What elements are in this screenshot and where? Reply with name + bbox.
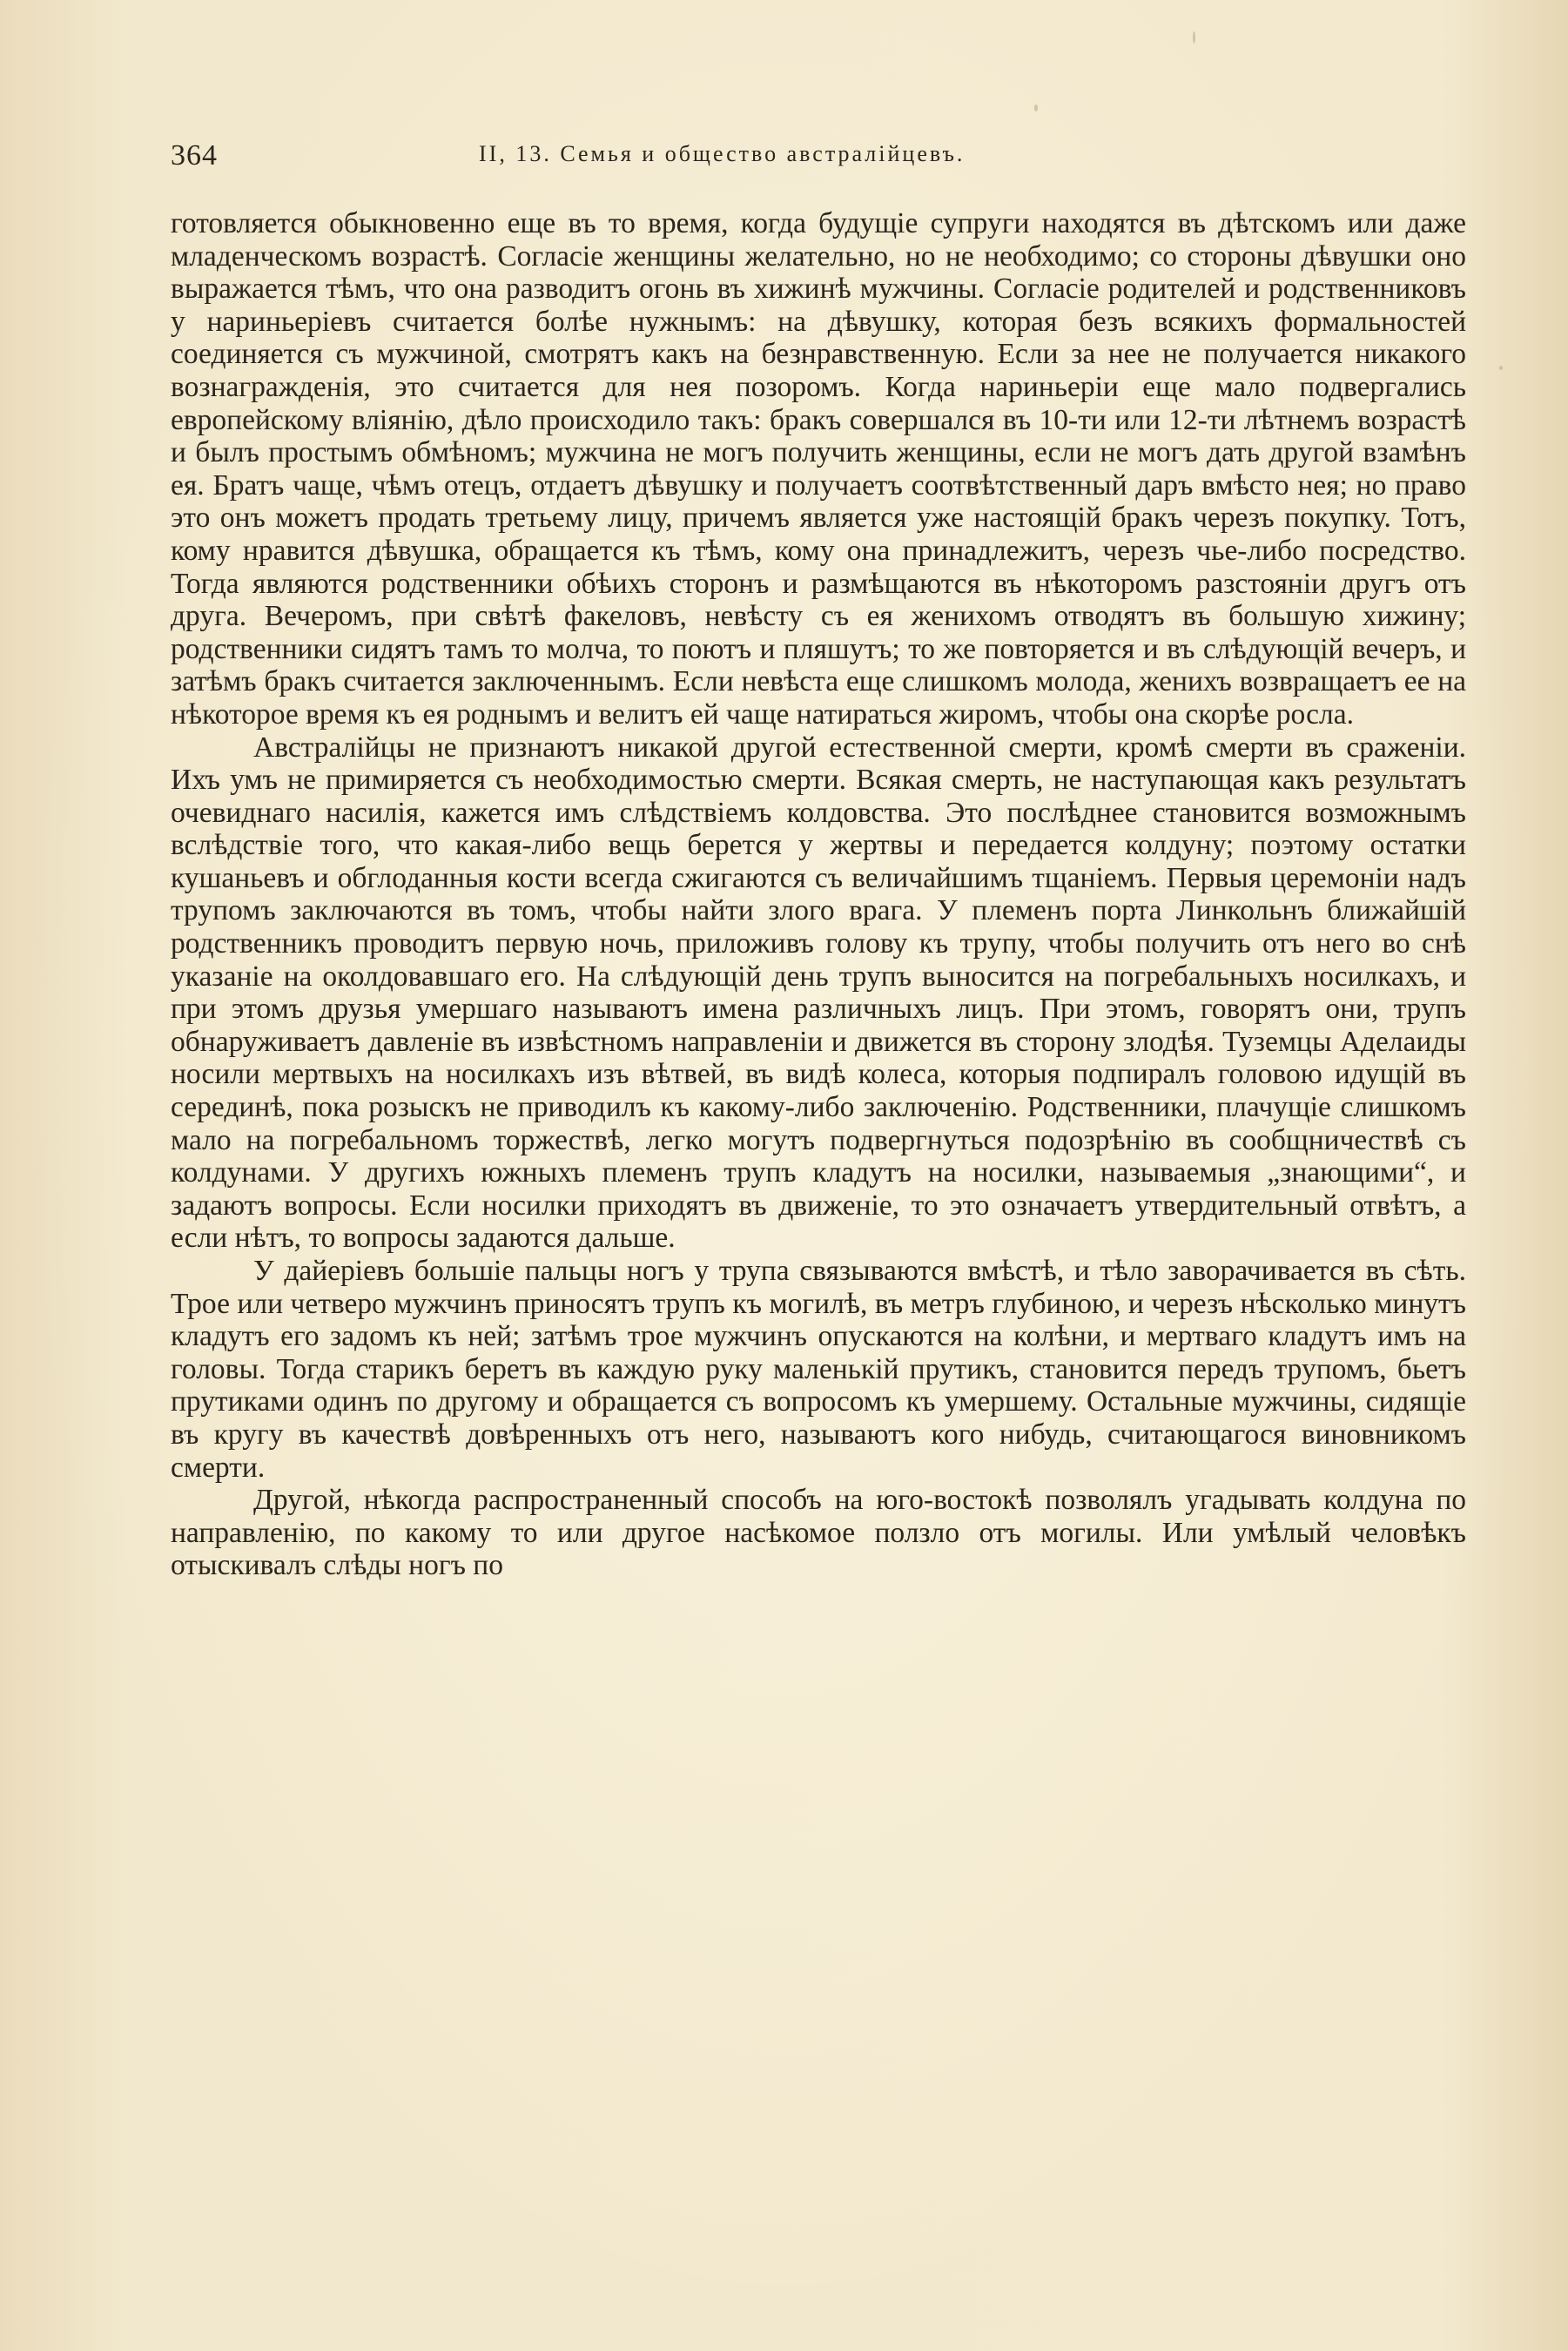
body-text <box>171 207 1466 1582</box>
paper-speck <box>1193 31 1195 44</box>
paper-speck <box>1034 104 1038 111</box>
running-title: II, 13. Семья и общество австралійцевъ. <box>479 141 966 166</box>
paragraph: Другой, нѣкогда распространенный способъ на юго-востокѣ позволялъ угадывать колдуна по направленію, по какому то или другое насѣкомое ползло отъ могилы. Или умѣлый человѣкъ отыскивалъ слѣды ногъ по <box>171 1484 1466 1582</box>
paper-speck <box>1499 366 1503 370</box>
running-head <box>171 139 1466 174</box>
paragraph: готовляется обыкновенно еще въ то время, когда будущіе супруги находятся въ дѣтскомъ или даже младенческомъ возрастѣ. Согласіе женщины желательно, но не необходимо; со стороны дѣвушки оно выражается тѣмъ, что она разводитъ огонь въ хижинѣ мужчины. Согласіе родителей и родственниковъ у нариньеріевъ считается болѣе нужнымъ: на дѣвушку, которая безъ всякихъ формальностей соединяется съ мужчиной, смотрятъ какъ на безнравственную. Если за нее не получается никакого вознагражденія, это считается для нея позоромъ. Когда нариньеріи еще мало подвергались европейскому вліянію, дѣло происходило такъ: бракъ совершался въ 10-ти или 12-ти лѣтнемъ возрастѣ и былъ простымъ обмѣномъ; мужчина не могъ получить женщины, если не могъ дать другой взамѣнъ ея. Братъ чаще, чѣмъ отецъ, отдаетъ дѣвушку и получаетъ соотвѣтственный даръ вмѣсто нея; но право это онъ можетъ продать третьему лицу, причемъ является уже настоящій бракъ черезъ покупку. Тотъ, кому нравится дѣвушка, обращается къ тѣмъ, кому она принадлежитъ, черезъ чье-либо посредство. Тогда являются родственники обѣихъ сторонъ и размѣщаются въ нѣкоторомъ разстояніи другъ отъ друга. Вечеромъ, при свѣтѣ факеловъ, невѣсту съ ея женихомъ отводятъ въ большую хижину; родственники сидятъ тамъ то молча, то поютъ и пляшутъ; то же повторяется и въ слѣдующій вечеръ, и затѣмъ бракъ считается заключеннымъ. Если невѣста еще слишкомъ молода, женихъ возвращаетъ ее на нѣкоторое время къ ея роднымъ и велитъ ей чаще натираться жиромъ, чтобы она скорѣе росла. <box>171 207 1466 731</box>
paragraph: Австралійцы не признаютъ никакой другой естественной смерти, кромѣ смерти въ сраженіи. Ихъ умъ не примиряется съ необходимостью смерти. Всякая смерть, не наступающая какъ результатъ очевиднаго насилія, кажется имъ слѣдствіемъ колдовства. Это послѣднее становится возможнымъ вслѣдствіе того, что какая-либо вещь берется у жертвы и передается колдуну; поэтому остатки кушаньевъ и обглоданныя кости всегда сжигаются съ величайшимъ тщаніемъ. Первыя церемоніи надъ трупомъ заключаются въ томъ, чтобы найти злого врага. У племенъ порта Линкольнъ ближайшій родственникъ проводитъ первую ночь, приложивъ голову къ трупу, чтобы получить отъ него во снѣ указаніе на околдовавшаго его. На слѣдующій день трупъ выносится на погребальныхъ носилкахъ, и при этомъ друзья умершаго называютъ имена различныхъ лицъ. При этомъ, говорятъ они, трупъ обнаруживаетъ давленіе въ извѣстномъ направленіи и движется въ сторону злодѣя. Туземцы Аделаиды носили мертвыхъ на носилкахъ изъ вѣтвей, въ видѣ колеса, которыя подпиралъ головою идущій въ серединѣ, пока розыскъ не приводилъ къ какому-либо заключенію. Родственники, плачущіе слишкомъ мало на погребальномъ торжествѣ, легко могутъ подвергнуться подозрѣнію въ сообщничествѣ съ колдунами. У другихъ южныхъ племенъ трупъ кладутъ на носилки, называемыя „знающими“, и задаютъ вопросы. Если носилки приходятъ въ движеніе, то это означаетъ утвердительный отвѣтъ, а если нѣтъ, то вопросы задаются дальше. <box>171 731 1466 1255</box>
paragraph: У дайеріевъ большіе пальцы ногъ у трупа связываются вмѣстѣ, и тѣло заворачивается въ сѣть. Трое или четверо мужчинъ приносятъ трупъ къ могилѣ, въ метръ глубиною, и черезъ нѣсколько минутъ кладутъ его задомъ къ ней; затѣмъ трое мужчинъ опускаются на колѣни, и мертваго кладутъ имъ на головы. Тогда старикъ беретъ въ каждую руку маленькій прутикъ, становится передъ трупомъ, бьетъ прутиками одинъ по другому и обращается съ вопросомъ къ умершему. Остальные мужчины, сидящіе въ кругу въ качествѣ довѣренныхъ отъ него, называютъ кого нибудь, считающагося виновникомъ смерти. <box>171 1255 1466 1484</box>
page-number: 364 <box>171 139 218 172</box>
